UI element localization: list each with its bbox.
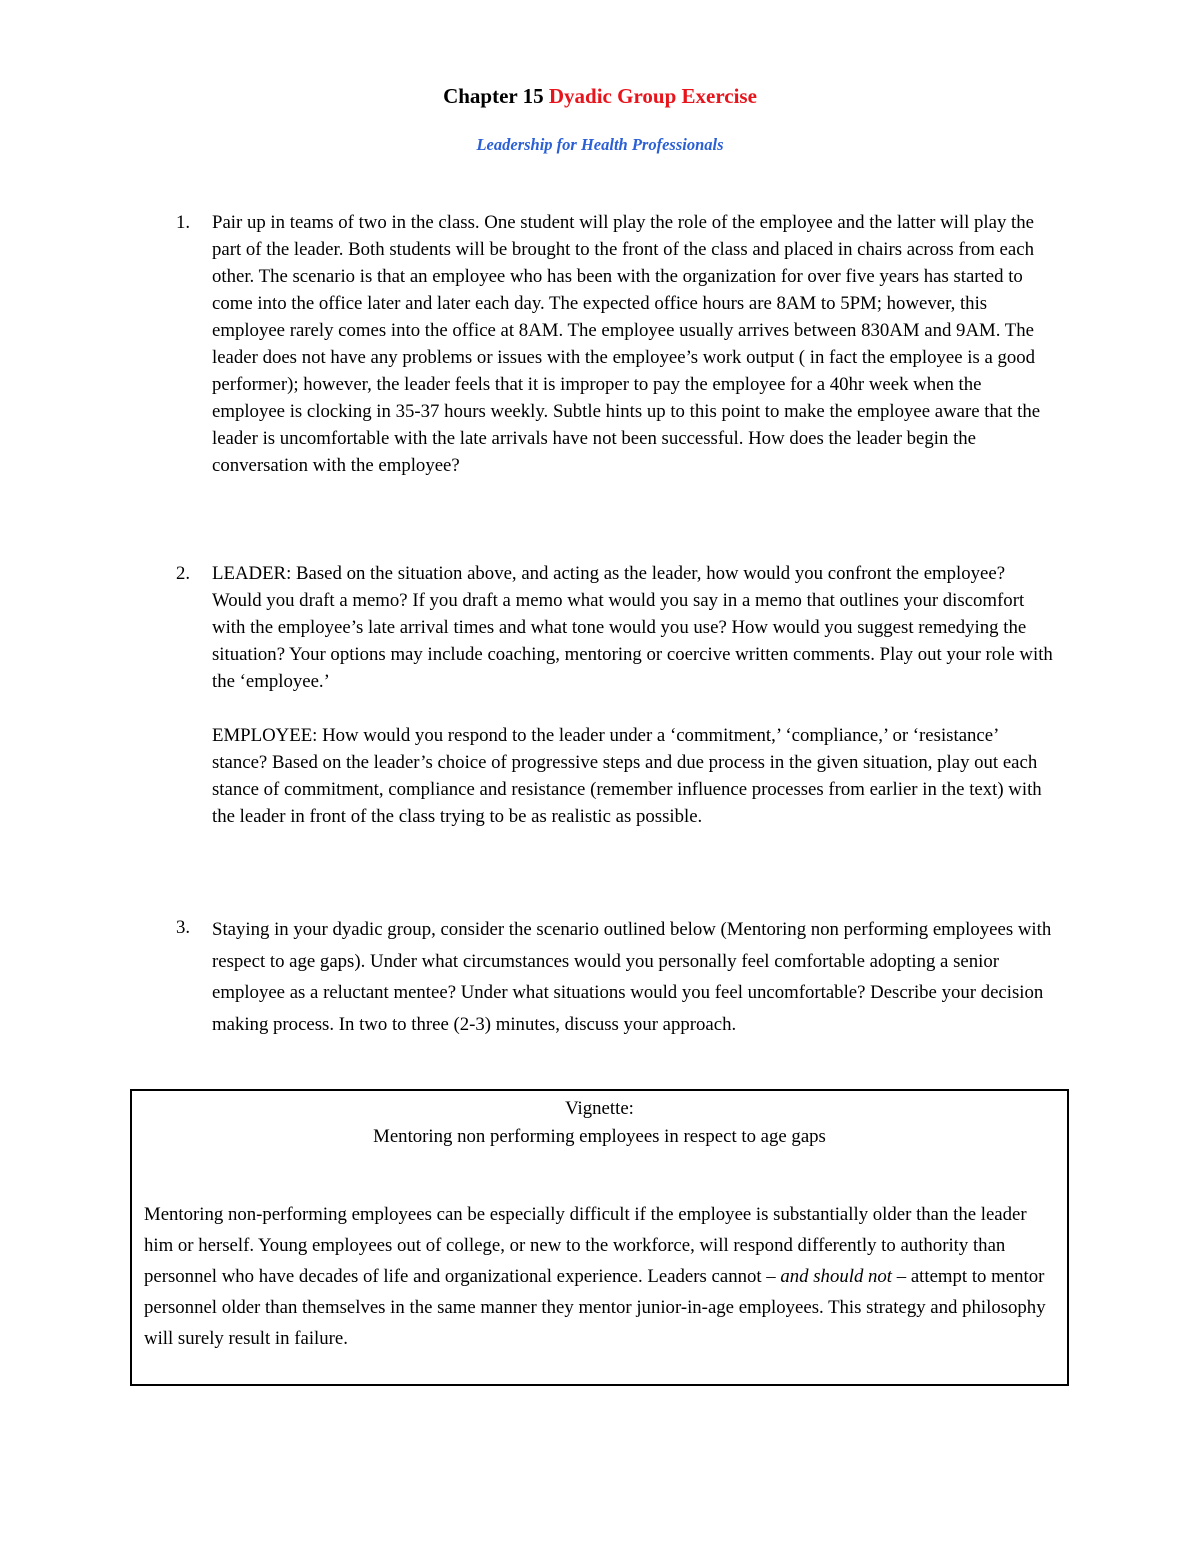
question-text: Pair up in teams of two in the class. One student will play the role of the employee and the latter will play the part of the leader. Both students will be brought to the front of the class and placed in chairs across from each other. The scenario is that an employee who has been with the organization for over five years has started to come into the office later and later each day. The expected office hours are 8AM to 5PM; however, this employee rarely comes into the office at 8AM. The employee usually arrives between 830AM and 9AM. The leader does not have any problems or issues with the employee’s work output ( in fact the employee is a good performer); however, the leader feels that it is improper to pay the employee for a 40hr week when the employee is clocking in 35-37 hours weekly. Subtle hints up to this point to make the employee aware that the leader is uncomfortable with the late arrivals have not been successful. How does the leader begin the conversation with the employee?: [212, 212, 1041, 476]
question-number: 3.: [176, 917, 191, 938]
vignette-heading: Mentoring non performing employees in respect to age gaps: [373, 1126, 826, 1147]
question-text: Staying in your dyadic group, consider the scenario outlined below (Mentoring non performing employees with respect to age gaps). Under what circumstances would you personally feel comfortable adopting a senior employee as a reluctant mentee? Under what situations would you feel uncomfortable? Describe your decision making process. In two to three (2-3) minutes, discuss your approach.: [212, 919, 1052, 1035]
vignette-text-italic: and should not: [780, 1266, 893, 1287]
vignette-label: Vignette:: [565, 1098, 634, 1119]
title-accent: Dyadic Group Exercise: [548, 84, 757, 108]
question-3: [176, 914, 1056, 1040]
vignette-box: [130, 1089, 1069, 1386]
vignette-text-after: – attempt to mentor personnel older than themselves in the same manner they mentor junior-in-age employees. This strategy and philosophy will surely result in failure.: [144, 1266, 1046, 1349]
page-title: [0, 84, 1200, 109]
question-text-leader: LEADER: Based on the situation above, and acting as the leader, how would you confront the employee? Would you draft a memo? If you draft a memo what would you say in a memo that outlines your discomfort with the employee’s late arrival times and what tone would you use? How would you suggest remedying the situation? Your options may include coaching, mentoring or coercive written comments. Play out your role with the ‘employee.’: [212, 563, 1053, 692]
vignette-text: [144, 1199, 1059, 1354]
question-number: 1.: [176, 212, 191, 233]
question-1: [176, 209, 1056, 479]
question-2: [176, 560, 1056, 830]
question-text-employee: EMPLOYEE: How would you respond to the leader under a ‘commitment,’ ‘compliance,’ or ‘resistance’ stance? Based on the leader’s choice of progressive steps and due process in the given situation, play out each stance of commitment, compliance and resistance (remember influence processes from earlier in the text) with the leader in front of the class trying to be as realistic as possible.: [212, 725, 1042, 827]
title-prefix: Chapter 15: [443, 84, 549, 108]
page-subtitle: Leadership for Health Professionals: [476, 135, 724, 154]
vignette-text-before: Mentoring non-performing employees can be especially difficult if the employee is substantially older than the leader him or herself. Young employees out of college, or new to the workforce, will respond differently to authority than personnel who have decades of life and organizational experience. Leaders cannot –: [144, 1204, 1027, 1287]
question-number: 2.: [176, 563, 191, 584]
